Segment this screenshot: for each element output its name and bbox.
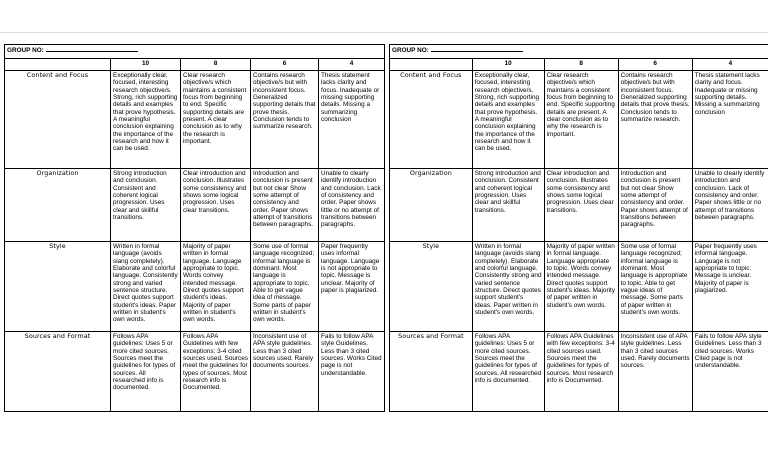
rubric-panel-right bbox=[389, 44, 768, 412]
criteria-label: Style bbox=[5, 242, 111, 332]
group-number-blank[interactable] bbox=[46, 46, 138, 52]
criteria-label: Style bbox=[390, 242, 473, 332]
criteria-label: Organization bbox=[390, 169, 473, 242]
descriptor-cell: Clear introduction and conclusion. Illustrates some consistency and shows some logical progression. Uses clear transitions. bbox=[181, 169, 251, 242]
criteria-label: Sources and Format bbox=[390, 332, 473, 412]
descriptor-cell: Fails to follow APA style Guidelines. Less than 3 cited sources. Works Cited page is not understandable. bbox=[319, 332, 385, 412]
descriptor-cell: Contains research objective/s but with inconsistent focus. Generalized supporting details that prove thesis. Conclusion tends to summarize research. bbox=[251, 71, 319, 169]
criteria-label: Organization bbox=[5, 169, 111, 242]
criteria-label: Content and Focus bbox=[5, 71, 111, 169]
rubric-table bbox=[389, 44, 768, 412]
descriptor-cell: Inconsistent use of APA style guidelines. Less than 3 cited sources used. Rarely documents sources. bbox=[618, 332, 692, 412]
descriptor-cell: Clear research objective/s which maintains a consistent focus from beginning to end. Specific supporting details are present. A clear conclusion as to why the research is important. bbox=[544, 71, 618, 169]
descriptor-cell: Exceptionally clear, focused, interesting research objective/s. Strong, rich supporting details and examples that prove hypothesis. A meaningful conclusion explaining the importance of the research and how it can be used. bbox=[111, 71, 181, 169]
group-label-text: GROUP NO: bbox=[7, 47, 44, 54]
descriptor-cell: Exceptionally clear, focused, interesting research objective/s. Strong, rich supporting details and examples that prove hypothesis. A meaningful conclusion explaining the importance of the research and how it can be used. bbox=[472, 71, 544, 169]
score-header-6: 6 bbox=[618, 59, 692, 71]
rubric-table bbox=[4, 44, 385, 412]
descriptor-cell: Majority of paper written in formal language. Language appropriate to topic. Words convey intended message. Direct quotes support student's ideas. Majority of paper written in student's own words. bbox=[181, 242, 251, 332]
criteria-label: Sources and Format bbox=[5, 332, 111, 412]
page-top-rule bbox=[0, 32, 768, 33]
descriptor-cell: Follows APA Guidelines with few exceptions: 3-4 cited sources used. Sources meet the guidelines for types of sources. Most research info is Documented. bbox=[181, 332, 251, 412]
descriptor-cell: Follows APA guidelines: Uses 5 or more cited sources. Sources meet the guidelines for types of sources. All researched info is documented. bbox=[111, 332, 181, 412]
group-label-text: GROUP NO: bbox=[392, 47, 429, 54]
descriptor-cell: Follows APA guidelines: Uses 5 or more cited sources. Sources meet the guidelines for types of sources. All researched info is documented. bbox=[472, 332, 544, 412]
criteria-row-sources-format bbox=[5, 332, 385, 412]
criteria-label: Content and Focus bbox=[390, 71, 473, 169]
descriptor-cell: Paper frequently uses informal language. Language is not appropriate to topic. Message is unclear. Majority of paper is plagiarized. bbox=[692, 242, 768, 332]
score-header-8: 8 bbox=[181, 59, 251, 71]
criteria-row-content-focus bbox=[5, 71, 385, 169]
descriptor-cell: Follows APA Guidelines with few exceptions: 3-4 cited sources used. Sources meet the guidelines for types of sources. Most research info is Documented. bbox=[544, 332, 618, 412]
descriptor-cell: Contains research objective/s but with inconsistent focus. Generalized supporting details that prove thesis. Conclusion tends to summarize research. bbox=[618, 71, 692, 169]
group-number-label bbox=[390, 45, 768, 59]
descriptor-cell: Introduction and conclusion is present but not clear Show some attempt of consistency and order. Paper shows attempt of transitions between paragraphs. bbox=[251, 169, 319, 242]
score-header-4: 4 bbox=[692, 59, 768, 71]
descriptor-cell: Strong introduction and conclusion. Consistent and coherent logical progression. Uses clear and skillful transitions. bbox=[472, 169, 544, 242]
rubric-panel-left bbox=[4, 44, 385, 412]
descriptor-cell: Clear introduction and conclusion. Illustrates some consistency and shows some logical progression. Uses clear transitions. bbox=[544, 169, 618, 242]
descriptor-cell: Strong introduction and conclusion. Consistent and coherent logical progression. Uses clear and skillful transitions. bbox=[111, 169, 181, 242]
descriptor-cell: Paper frequently uses informal language. Language is not appropriate to topic. Message is unclear. Majority of paper is plagiarized. bbox=[319, 242, 385, 332]
score-header-8: 8 bbox=[544, 59, 618, 71]
descriptor-cell: Majority of paper written in formal language. Language appropriate to topic. Words convey intended message. Direct quotes support student's ideas. Majority of paper written in student's own words. bbox=[544, 242, 618, 332]
score-header-6: 6 bbox=[251, 59, 319, 71]
descriptor-cell: Introduction and conclusion is present but not clear Show some attempt of consistency and order. Paper shows attempt of transitions between paragraphs. bbox=[618, 169, 692, 242]
descriptor-cell: Fails to follow APA style Guidelines. Less than 3 cited sources. Works Cited page is not understandable. bbox=[692, 332, 768, 412]
score-header-4: 4 bbox=[319, 59, 385, 71]
header-blank-cell bbox=[390, 59, 473, 71]
descriptor-cell: Thesis statement lacks clarity and focus. Inadequate or missing supporting details. Missing a summarizing conclusion bbox=[319, 71, 385, 169]
descriptor-cell: Written in formal language (avoids slang completely). Elaborate and colorful language. Consistently strong and varied sentence structure. Direct quotes support student's ideas. Paper written in student's own words. bbox=[472, 242, 544, 332]
criteria-row-sources-format bbox=[390, 332, 768, 412]
descriptor-cell: Unable to clearly identify introduction and conclusion. Lack of consistency and order. Paper shows little or no attempt of transitions between paragraphs. bbox=[692, 169, 768, 242]
criteria-row-style bbox=[5, 242, 385, 332]
criteria-row-style bbox=[390, 242, 768, 332]
criteria-row-content-focus bbox=[390, 71, 768, 169]
descriptor-cell: Some use of formal language recognized; informal language is dominant. Most language is appropriate to topic. Able to get vague ideas of message. Some parts of paper written in student's own words. bbox=[618, 242, 692, 332]
group-number-label bbox=[5, 45, 385, 59]
score-header-10: 10 bbox=[111, 59, 181, 71]
descriptor-cell: Unable to clearly identify introduction and conclusion. Lack of consistency and order. Paper shows little or no attempt of transitions between paragraphs. bbox=[319, 169, 385, 242]
descriptor-cell: Inconsistent use of APA style guidelines. Less than 3 cited sources used. Rarely documents sources. bbox=[251, 332, 319, 412]
group-number-blank[interactable] bbox=[431, 46, 523, 52]
descriptor-cell: Some use of formal language recognized; informal language is dominant. Most language is appropriate to topic. Able to get vague idea of message. Some parts of paper written in student's own words. bbox=[251, 242, 319, 332]
descriptor-cell: Thesis statement lacks clarity and focus. Inadequate or missing supporting details. Missing a summarizing conclusion bbox=[692, 71, 768, 169]
criteria-row-organization bbox=[5, 169, 385, 242]
descriptor-cell: Clear research objective/s which maintains a consistent focus from beginning to end. Specific supporting details are present. A clear conclusion as to why the research is important. bbox=[181, 71, 251, 169]
score-header-10: 10 bbox=[472, 59, 544, 71]
criteria-row-organization bbox=[390, 169, 768, 242]
header-blank-cell bbox=[5, 59, 111, 71]
descriptor-cell: Written in formal language (avoids slang completely). Elaborate and colorful language. Consistently strong and varied sentence structure. Direct quotes support student's ideas. Paper written in student's own words. bbox=[111, 242, 181, 332]
